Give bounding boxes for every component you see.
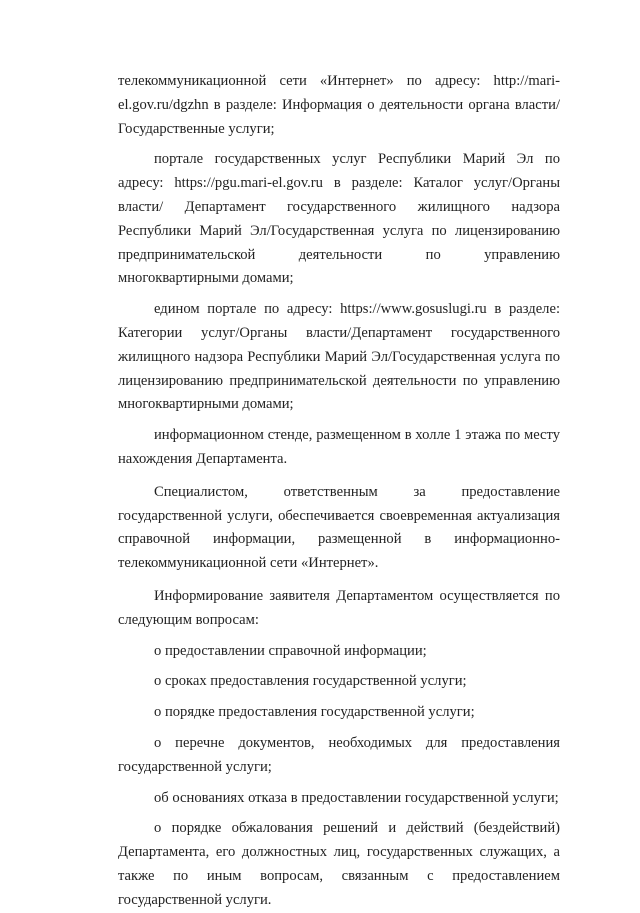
paragraph-internet-address: телекоммуникационной сети «Интернет» по адресу: http://mari-el.gov.ru/dgzhn в разделе: Информация о деятельности органа власти/Государственные услуги; (118, 73, 560, 137)
paragraph-specialist: Специалистом, ответственным за предоставление государственной услуги, обеспечивается своевременная актуализация справочной информации, размещенной в информационно-телекоммуникационной сети «Интернет». (118, 483, 560, 572)
paragraph-info-stand: информационном стенде, размещенном в холле 1 этажа по месту нахождения Департамента. (118, 427, 560, 467)
paragraph-unified-portal: едином портале по адресу: https://www.gosuslugi.ru в разделе: Категории услуг/Органы власти/Департамент государственного жилищного надзора Республики Марий Эл/Государственная услуга по лицензированию предпринимательской деятельности по управлению многоквартирными домами; (118, 301, 560, 413)
paragraph-regional-portal: портале государственных услуг Республики Марий Эл по адресу: https://pgu.mari-el.gov.ru в разделе: Каталог услуг/Органы власти/ Департамент государственного жилищного надзора Республики Марий Эл/Государственная услуга по лицензированию предпринимательской деятельности по управлению многоквартирными домами; (118, 151, 560, 287)
list-item: о перечне документов, необходимых для предоставления государственной услуги; (118, 734, 560, 775)
list-item: об основаниях отказа в предоставлении государственной услуги; (154, 789, 559, 806)
list-item: о сроках предоставления государственной услуги; (154, 673, 467, 690)
document-page (118, 70, 560, 913)
list-item: о порядке обжалования решений и действий (бездействий) Департамента, его должностных лиц, государственных служащих, а также по иным вопросам, связанным с предоставлением государственной услуги. (118, 820, 560, 908)
paragraph-informing: Информирование заявителя Департаментом осуществляется по следующим вопросам: (118, 587, 560, 628)
list-item: о порядке предоставления государственной услуги; (154, 704, 475, 721)
list-item: о предоставлении справочной информации; (154, 642, 427, 659)
